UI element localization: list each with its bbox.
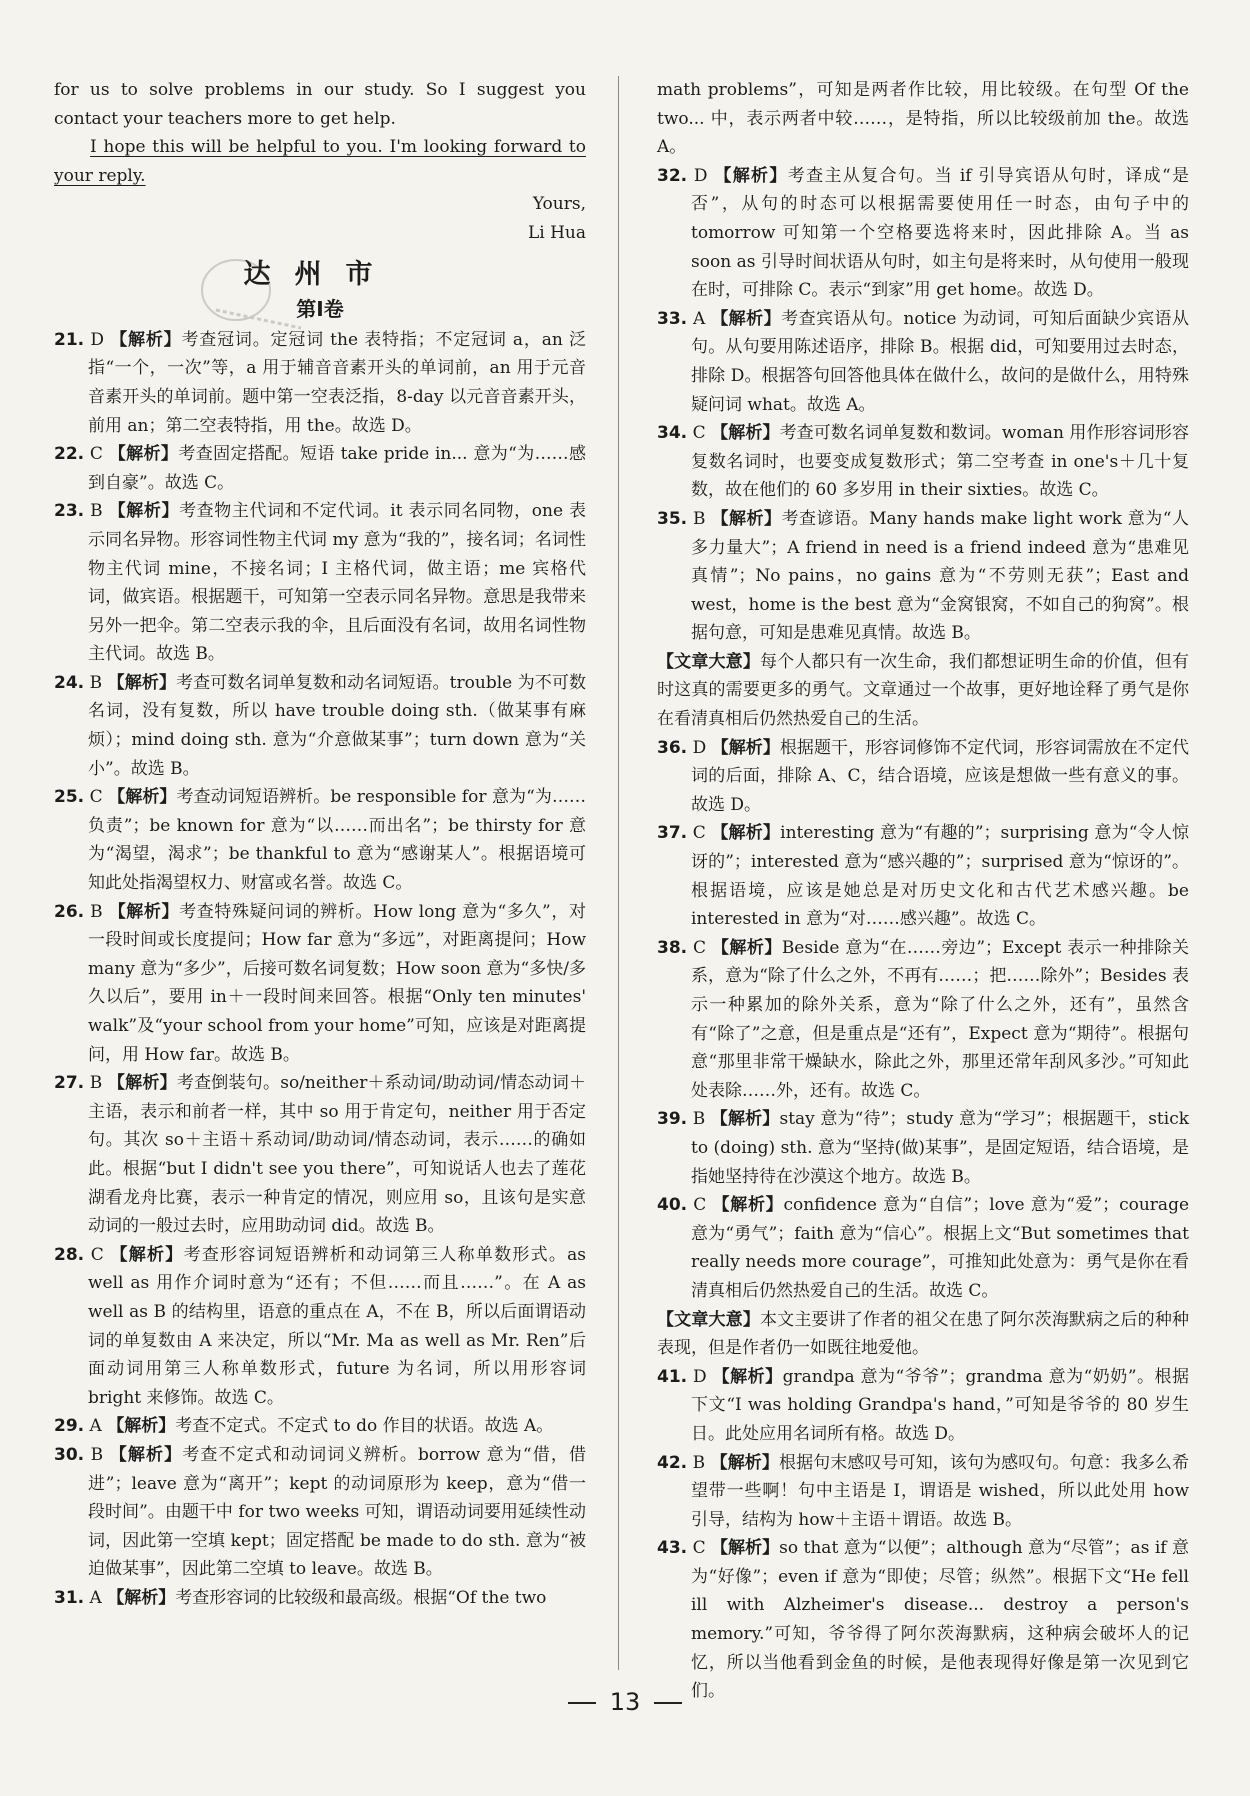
answer-item xyxy=(657,734,1189,820)
question-number: 22. xyxy=(54,444,85,465)
analysis-tag: 【解析】 xyxy=(108,501,180,522)
answer-item xyxy=(54,440,586,497)
answer-item xyxy=(54,1412,586,1441)
analysis-text: Beside 意为“在……旁边”；Except 表示一种排除关系，意为“除了什么之外，不再有……；把……除外”；Besides 表示一种累加的除外关系，意为“除了什么之外，还有”，虽然含有“除了”之意，但是重点是“还有”，Expect 意为“期待”。根据句意“那里非常干燥缺水，除此之外，那里还常年刮风多沙。”可知此处表除……外，还有。故选 C。 xyxy=(691,937,1190,1101)
stamp-watermark-icon xyxy=(196,250,306,330)
question-number: 27. xyxy=(54,1073,85,1094)
answer-item xyxy=(54,1441,586,1584)
answer-letter: C xyxy=(89,444,103,465)
question-number: 30. xyxy=(54,1444,85,1465)
analysis-tag: 【解析】 xyxy=(711,823,781,844)
analysis-tag: 【解析】 xyxy=(712,1195,784,1216)
analysis-tag: 【解析】 xyxy=(711,308,782,329)
answer-letter: D xyxy=(90,329,104,350)
analysis-text: stay 意为“待”；study 意为“学习”；根据题干，stick to (doing) sth. 意为“坚持(做)某事”，是固定短语，结合语境，是指她坚持待在沙漠这个地方。故选 B。 xyxy=(691,1109,1190,1187)
analysis-text: 考查不定式和动词词义辨析。borrow 意为“借，借进”；leave 意为“离开”；kept 的动词原形为 keep，意为“借一段时间”。由题干中 for two weeks 可知，谓语动词要用延续性动词，因此第一空填 kept；固定搭配 be made to do sth. 意为“被迫做某事”，因此第二空填 to leave。故选 B。 xyxy=(88,1444,587,1580)
analysis-tag: 【解析】 xyxy=(711,737,780,758)
question-number: 21. xyxy=(54,329,85,350)
analysis-text: 考查宾语从句。notice 为动词，可知后面缺少宾语从句。从句要用陈述语序，排除 B。根据 did，可知要用过去时态，排除 D。根据答句回答他具体在做什么，故问的是做什么，用特殊疑问词 what。故选 A。 xyxy=(691,308,1190,415)
analysis-text: interesting 意为“有趣的”；surprising 意为“令人惊讶的”；interested 意为“感兴趣的”；surprised 意为“惊讶的”。根据语境，应该是她总是对历史文化和古代艺术感兴趣。be interested in 意为“对……感兴趣”。故选 C。 xyxy=(691,823,1190,930)
answer-letter: A xyxy=(693,308,706,329)
summary-text: 每个人都只有一次生命，我们都想证明生命的价值，但有时这真的需要更多的勇气。文章通过一个故事，更好地诠释了勇气是你在看清真相后仍然热爱自己的生活。 xyxy=(657,651,1189,730)
page-number xyxy=(0,1688,1250,1716)
article-summary xyxy=(657,648,1189,734)
answer-letter: D xyxy=(693,1366,707,1387)
letter-closing-paragraph: I hope this will be helpful to you. I'm looking forward to your reply. xyxy=(54,137,586,186)
analysis-tag: 【解析】 xyxy=(107,1073,177,1094)
answer-list xyxy=(657,1363,1189,1706)
question-number: 33. xyxy=(657,308,688,329)
answer-item xyxy=(54,898,586,1070)
question-number: 28. xyxy=(54,1244,85,1265)
answer-item xyxy=(657,1105,1189,1191)
analysis-tag: 【解析】 xyxy=(714,165,788,186)
answer-letter: B xyxy=(90,1444,104,1465)
analysis-text: 考查倒装句。so/neither＋系动词/助动词/情态动词＋主语，表示和前者一样，其中 so 用于肯定句，neither 用于否定句。其次 so＋主语＋系动词/助动词/情态动词，表示……的确如此。根据“but I didn't see you there”，可知说话人也去了莲花湖看龙舟比赛，表示一种肯定的情况，则应用 so，且该句是实意动词的一般过去时，应用助动词 did。故选 B。 xyxy=(88,1073,587,1237)
analysis-tag: 【解析】 xyxy=(108,901,180,922)
analysis-tag: 【解析】 xyxy=(711,1538,780,1559)
answer-list xyxy=(54,326,586,1613)
question-number: 34. xyxy=(657,423,688,444)
answer-item xyxy=(657,1363,1189,1449)
answer-item xyxy=(54,669,586,783)
answer-letter: B xyxy=(90,501,103,522)
question-number: 32. xyxy=(657,165,688,186)
article-summary xyxy=(657,1306,1189,1363)
answer-letter: D xyxy=(693,165,708,186)
question-number: 39. xyxy=(657,1109,688,1130)
question-number: 37. xyxy=(657,823,688,844)
question-number: 24. xyxy=(54,672,85,693)
analysis-tag: 【解析】 xyxy=(107,1587,176,1608)
analysis-text: 考查谚语。Many hands make light work 意为“人多力量大”；A friend in need is a friend indeed 意为“患难见真情”；No pains，no gains 意为“不劳则无获”；East and west，home is the best 意为“金窝银窝，不如自己的狗窝”。根据句意，可知是患难见真情。故选 B。 xyxy=(691,508,1190,644)
analysis-tag: 【解析】 xyxy=(107,1416,176,1437)
analysis-text: 考查主从复合句。当 if 引导宾语从句时，译成“是否”，从句的时态可以根据需要使用任一时态，由句子中的 tomorrow 可知第一个空格要选将来时，因此排除 A。当 as soon as 引导时间状语从句时，如主句是将来时，从句使用一般现在时，可排除 C。表示“到家”用 get home。故选 D。 xyxy=(691,165,1190,301)
question-number: 38. xyxy=(657,937,688,958)
analysis-tag: 【解析】 xyxy=(110,329,182,350)
analysis-tag: 【解析】 xyxy=(710,1452,779,1473)
summary-tag: 【文章大意】 xyxy=(657,651,760,672)
answer-item xyxy=(54,1241,586,1413)
question-number: 42. xyxy=(657,1452,688,1473)
answer-list xyxy=(657,162,1189,648)
summary-tag: 【文章大意】 xyxy=(657,1309,760,1330)
analysis-text: so that 意为“以便”；although 意为“尽管”；as if 意为“好像”；even if 意为“即使；尽管；纵然”。根据下文“He fell ill with Alzheimer's disease... destroy a person's memory.”可知，爷爷得了阿尔茨海默病，这种病会破坏人的记忆，所以当他看到金鱼的时候，是他表现得好像是第一次见到它们。 xyxy=(691,1538,1190,1702)
analysis-text: 考查不定式。不定式 to do 作目的状语。故选 A。 xyxy=(175,1416,554,1437)
answer-item xyxy=(657,1449,1189,1535)
letter-paragraph: for us to solve problems in our study. So I suggest you contact your teachers more to get help. xyxy=(54,80,586,129)
question-number: 36. xyxy=(657,737,688,758)
answer-item xyxy=(54,1584,586,1613)
answer-item xyxy=(54,783,586,897)
analysis-tag: 【解析】 xyxy=(108,787,177,808)
answer-letter: B xyxy=(90,901,103,922)
answer-item xyxy=(657,419,1189,505)
answer-letter: B xyxy=(89,672,103,693)
analysis-tag: 【解析】 xyxy=(109,1444,183,1465)
answer-letter: C xyxy=(693,937,707,958)
analysis-tag: 【解析】 xyxy=(710,1109,780,1130)
question-number: 25. xyxy=(54,787,85,808)
analysis-tag: 【解析】 xyxy=(712,1366,783,1387)
question-number: 26. xyxy=(54,901,85,922)
analysis-text: confidence 意为“自信”；love 意为“爱”；courage 意为“勇气”；faith 意为“信心”。根据上文“But sometimes that really needs more courage”，可推知此处意为：勇气是你在看清真相后仍然热爱自己的生活。故选 C。 xyxy=(691,1195,1190,1301)
answer-letter: C xyxy=(693,1195,707,1216)
right-column xyxy=(657,76,1189,1706)
answer-item xyxy=(657,934,1189,1106)
analysis-text: 考查固定搭配。短语 take pride in... 意为“为……感到自豪”。故选 C。 xyxy=(88,444,586,493)
letter-closing: Yours, xyxy=(532,194,586,215)
analysis-text: grandpa 意为“爷爷”；grandma 意为“奶奶”。根据下文“I was holding Grandpa's hand，”可知是爷爷的 80 岁生日。此处应用名词所有格。故选 D。 xyxy=(691,1366,1190,1444)
analysis-text: 考查物主代词和不定代词。it 表示同名同物，one 表示同名异物。形容词性物主代词 my 意为“我的”，接名词；名词性物主代词 mine，不接名词；I 主格代词，做主语；me 宾格代词，做宾语。根据题干，可知第一空表示同名异物。意思是我带来另外一把伞。第二空表示我的伞，且后面没有名词，故用名词性物主代词。故选 B。 xyxy=(88,501,587,665)
answer-letter: C xyxy=(692,823,706,844)
answer-letter: B xyxy=(692,1109,706,1130)
answer-item xyxy=(657,505,1189,648)
answer-letter: C xyxy=(89,787,103,808)
analysis-text: 根据句末感叹号可知，该句为感叹句。句意：我多么希望带一些啊！句中主语是 I，谓语是 wished，所以此处用 how 引导，结构为 how＋主语＋谓语。故选 B。 xyxy=(691,1452,1190,1530)
answer-letter: A xyxy=(89,1416,102,1437)
answer-item xyxy=(657,819,1189,933)
answer-letter: D xyxy=(692,737,707,758)
answer-item xyxy=(657,305,1189,419)
analysis-tag: 【解析】 xyxy=(107,672,177,693)
question-number: 43. xyxy=(657,1538,688,1559)
answer-letter: B xyxy=(89,1073,103,1094)
left-column xyxy=(54,76,586,1612)
question-number: 23. xyxy=(54,501,85,522)
analysis-text: 考查特殊疑问词的辨析。How long 意为“多久”，对一段时间或长度提问；How far 意为“多远”，对距离提问；How many 意为“多少”，后接可数名词复数；How soon 意为“多快/多久以后”，要用 in＋一段时间来回答。根据“Only ten minutes' walk”及“your school from your home”可知，应该是对距离提问，用 How far。故选 B。 xyxy=(88,901,586,1065)
analysis-tag: 【解析】 xyxy=(711,508,782,529)
analysis-tag: 【解析】 xyxy=(711,423,780,444)
section-city-title: 达州市 xyxy=(243,258,397,290)
answer-letter: A xyxy=(89,1587,102,1608)
analysis-tag: 【解析】 xyxy=(108,444,179,465)
answer-item xyxy=(657,162,1189,305)
analysis-text: 考查冠词。定冠词 the 表特指；不定冠词 a，an 泛指“一个，一次”等，a 用于辅音音素开头的单词前，an 用于元音音素开头的单词前。题中第一空表泛指，8-day 以元音音素开头，前用 an；第二空表特指，用 the。故选 D。 xyxy=(88,329,586,436)
question-number: 31. xyxy=(54,1587,85,1608)
question-number: 35. xyxy=(657,508,688,529)
analysis-text: 考查动词短语辨析。be responsible for 意为“为……负责”；be known for 意为“以……而出名”；be thirsty for 意为“渴望，渴求”；be thankful to 意为“感谢某人”。根据语境可知此处指渴望权力、财富或名誉。故选 C。 xyxy=(88,787,586,894)
page-number-text: 13 xyxy=(609,1688,641,1716)
answer-item xyxy=(54,497,586,669)
answer-letter: C xyxy=(692,423,706,444)
answer-item xyxy=(54,326,586,440)
answer-item xyxy=(657,1191,1189,1305)
question-number: 41. xyxy=(657,1366,688,1387)
analysis-text: 考查可数名词单复数和动名词短语。trouble 为不可数名词，没有复数，所以 have trouble doing sth.（做某事有麻烦）；mind doing sth. 意为“介意做某事”；turn down 意为“关小”。故选 B。 xyxy=(88,672,587,779)
question-number: 29. xyxy=(54,1416,85,1437)
answer-list xyxy=(657,734,1189,1306)
answer-item xyxy=(657,1534,1189,1706)
analysis-text: 考查可数名词单复数和数词。woman 用作形容词形容复数名词时，也要变成复数形式；第二空考查 in one's＋几十复数，故在他们的 60 多岁用 in their sixties。故选 C。 xyxy=(691,423,1190,501)
answer-letter: B xyxy=(692,1452,706,1473)
answer-letter: B xyxy=(693,508,706,529)
question-number: 40. xyxy=(657,1195,688,1216)
answer-continuation: math problems”，可知是两者作比较，用比较级。在句型 Of the two... 中，表示两者中较……，是特指，所以比较级前加 the。故选 A。 xyxy=(657,80,1189,158)
column-divider xyxy=(618,76,619,1670)
analysis-text: 考查形容词的比较级和最高级。根据“Of the two xyxy=(175,1587,547,1608)
answer-letter: C xyxy=(692,1538,706,1559)
analysis-text: 考查形容词短语辨析和动词第三人称单数形式。as well as 用作介词时意为“还有；不但……而且……”。在 A as well as B 的结构里，语意的重点在 A，不在 B，所以后面谓语动词的单复数由 A 来决定，所以“Mr. Ma as well as Mr. Ren”后面动词用第三人称单数形式，future 为名词，所以用形容词 bright 来修饰。故选 C。 xyxy=(88,1244,587,1408)
section-volume-title: 第Ⅰ卷 xyxy=(296,297,344,322)
answer-letter: C xyxy=(90,1244,104,1265)
summary-text: 本文主要讲了作者的祖父在患了阿尔茨海默病之后的种种表现，但是作者仍一如既往地爱他。 xyxy=(657,1309,1189,1359)
answer-item xyxy=(54,1069,586,1241)
analysis-text: 根据题干，形容词修饰不定代词，形容词需放在不定代词的后面，排除 A、C，结合语境，应该是想做一些有意义的事。故选 D。 xyxy=(691,737,1190,815)
analysis-tag: 【解析】 xyxy=(110,1244,184,1265)
letter-signature: Li Hua xyxy=(527,222,586,243)
analysis-tag: 【解析】 xyxy=(711,937,782,958)
